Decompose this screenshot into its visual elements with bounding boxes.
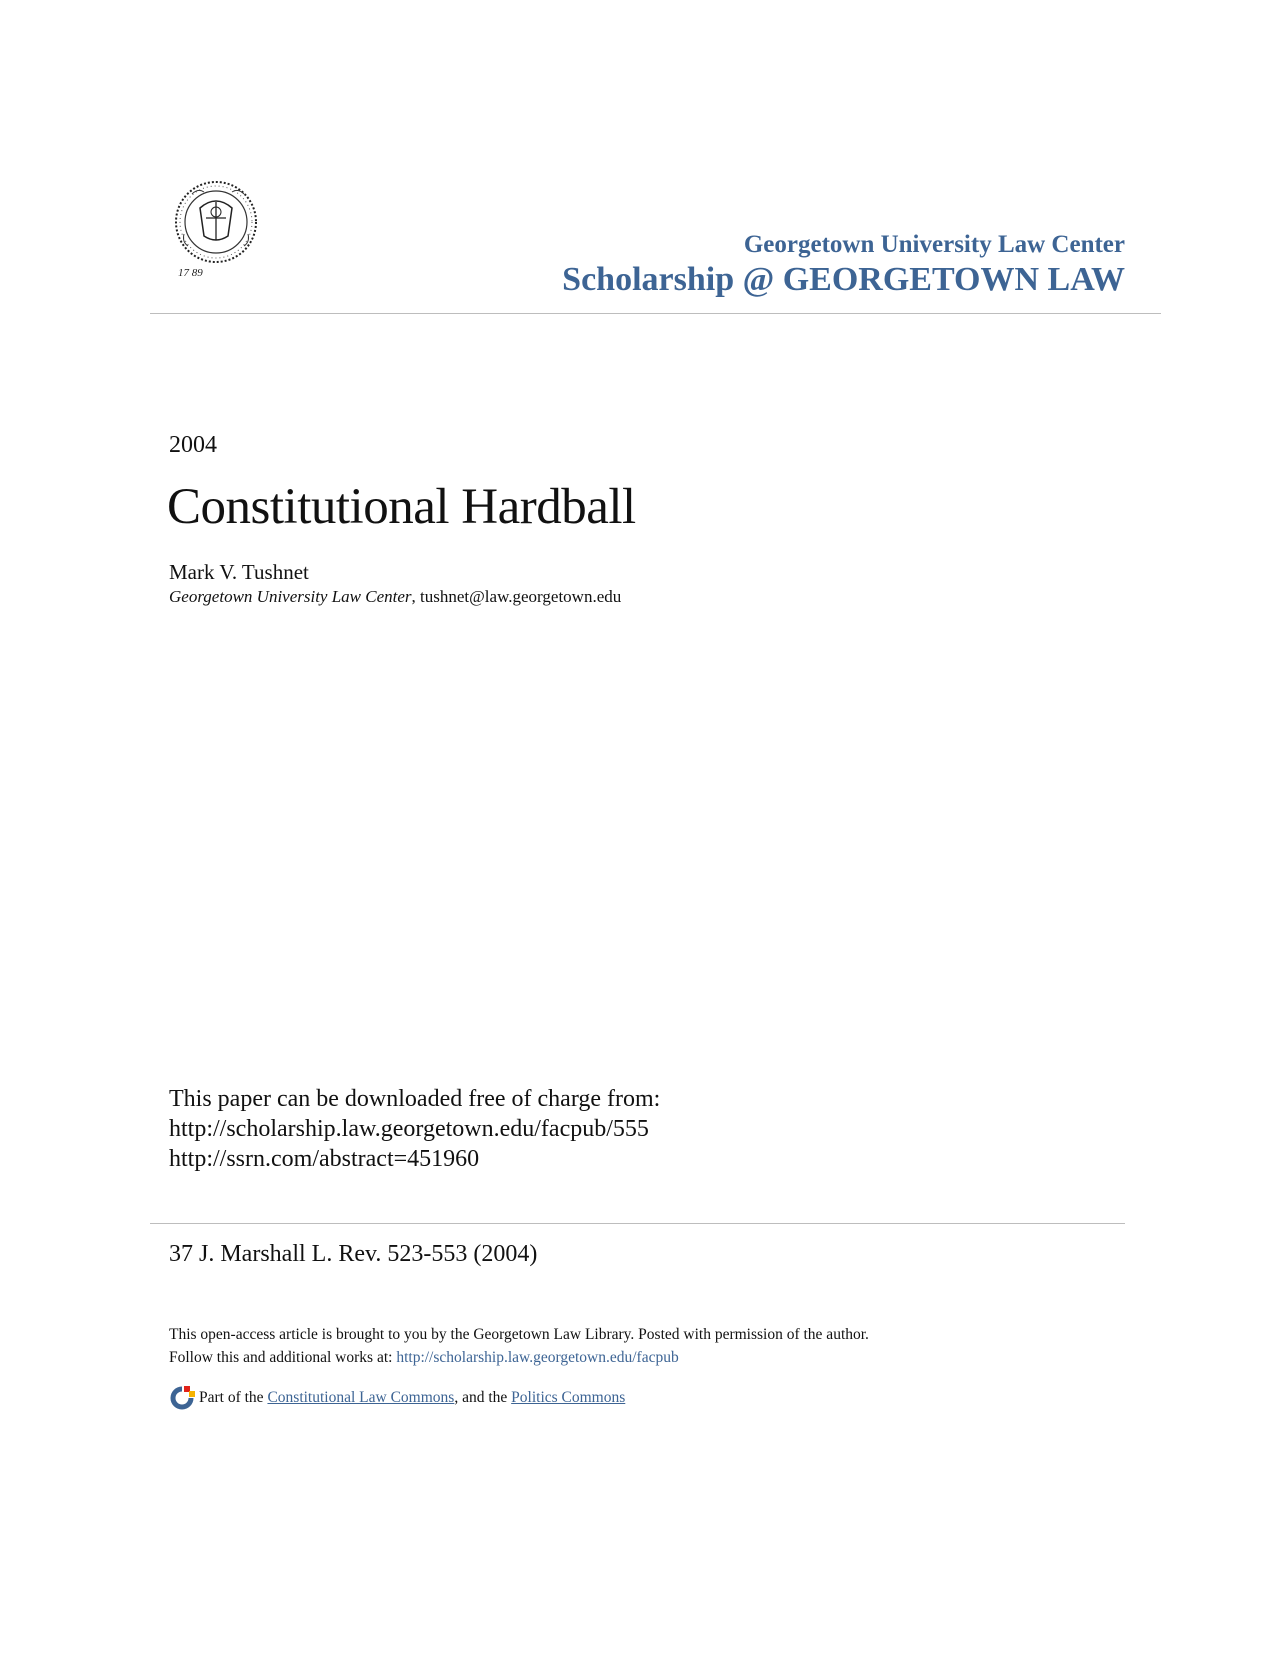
seal-year: 17 89 (178, 267, 203, 279)
university-seal (170, 174, 266, 284)
header-divider (150, 313, 1161, 314)
part-of-middle: , and the (454, 1389, 512, 1406)
follow-label: Follow this and additional works at: (169, 1349, 397, 1366)
citation-divider (150, 1223, 1125, 1224)
network-icon (169, 1385, 195, 1411)
affiliation-name: Georgetown University Law Center (169, 587, 412, 606)
author-name: Mark V. Tushnet (169, 560, 309, 584)
citation: 37 J. Marshall L. Rev. 523-553 (2004) (169, 1241, 538, 1267)
follow-works-link[interactable]: http://scholarship.law.georgetown.edu/facpub (396, 1349, 679, 1366)
seal-icon (170, 174, 266, 284)
institution-name: Georgetown University Law Center (743, 231, 1125, 258)
download-url-ssrn[interactable]: http://ssrn.com/abstract=451960 (169, 1146, 480, 1172)
constitutional-law-commons-link[interactable]: Constitutional Law Commons (267, 1389, 455, 1406)
download-intro: This paper can be downloaded free of charge from: (169, 1086, 661, 1112)
article-title: Constitutional Hardball (167, 479, 636, 535)
follow-works-line (169, 1349, 679, 1367)
author-affiliation (169, 587, 621, 607)
download-url-repository[interactable]: http://scholarship.law.georgetown.edu/facpub/555 (169, 1116, 649, 1142)
open-access-notice: This open-access article is brought to you by the Georgetown Law Library. Posted with permission of the author. (169, 1326, 869, 1343)
repository-name: Scholarship @ GEORGETOWN LAW (562, 261, 1125, 298)
commons-line (169, 1385, 625, 1411)
politics-commons-link[interactable]: Politics Commons (511, 1389, 626, 1406)
affiliation-separator: , (411, 587, 421, 606)
download-info (169, 1084, 660, 1174)
institution-heading (562, 230, 1125, 300)
part-of-prefix: Part of the (199, 1389, 268, 1406)
author-email: tushnet@law.georgetown.edu (420, 587, 622, 606)
publication-year: 2004 (169, 432, 217, 458)
